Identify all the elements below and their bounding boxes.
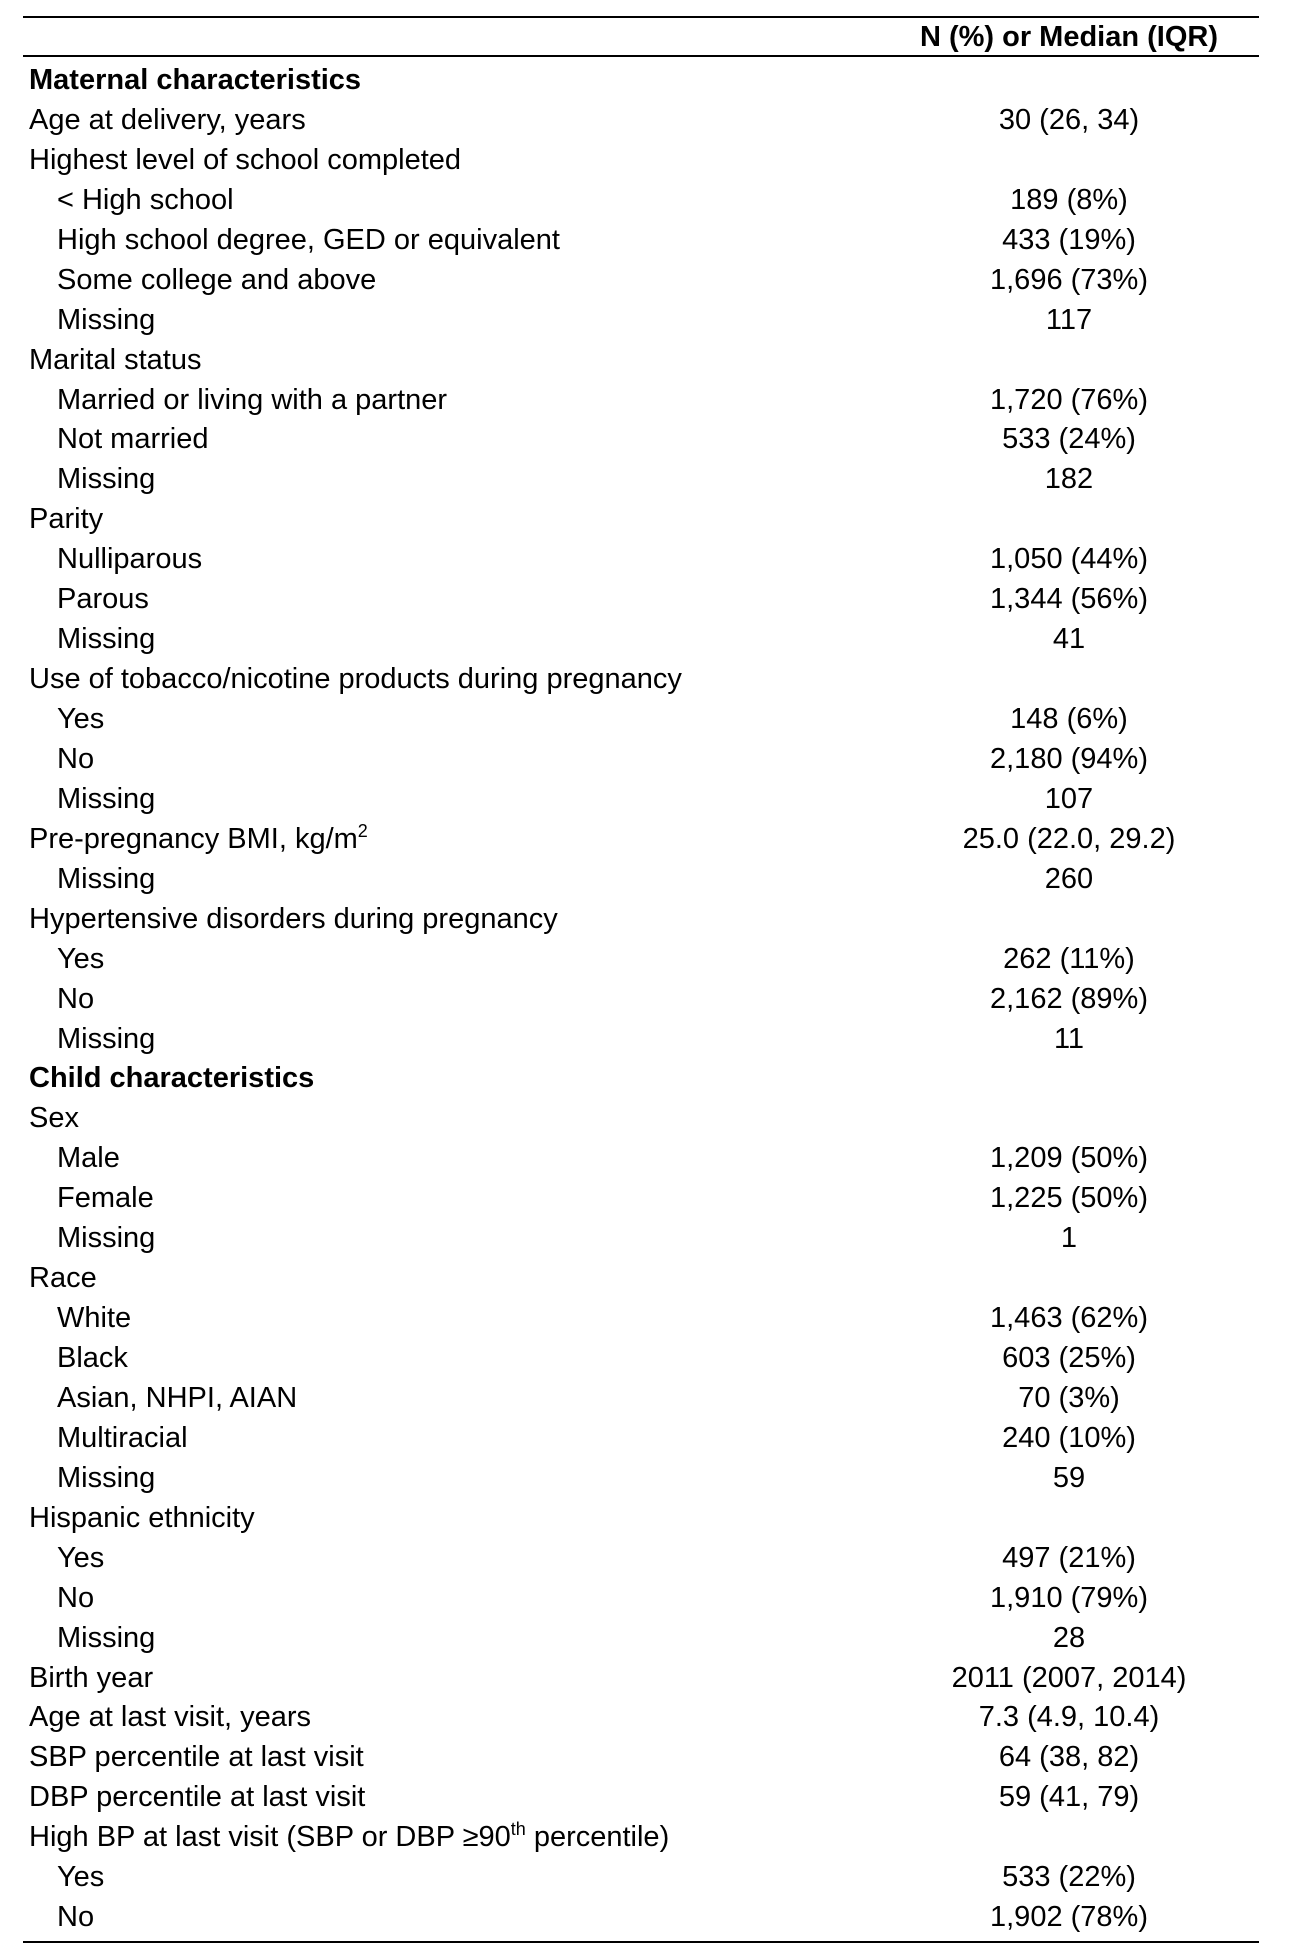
table-row [23,1858,1259,1898]
row-label [57,1898,94,1938]
table-row [23,261,1259,301]
row-value: 1 [1060,1222,1078,1255]
row-label-text: No [57,1901,95,1934]
table-row [23,1139,1259,1179]
row-value: 182 [1044,463,1094,496]
row-label [57,381,447,421]
row-label-text: Female [57,1182,154,1215]
row-label-text: SBP percentile at last visit [29,1741,364,1774]
row-value: 1,463 (62%) [990,1302,1148,1335]
table-row [23,820,1259,860]
row-label [57,1339,128,1379]
row-label [57,460,155,500]
table-row [23,381,1259,421]
row-label-text: No [57,742,95,775]
row-label-text: Nulliparous [57,543,203,576]
table-row [23,1179,1259,1219]
row-label [29,1059,314,1099]
row-label-text: DBP percentile at last visit [29,1781,366,1814]
table-row [23,1219,1259,1259]
row-value: 2011 (2007, 2014) [951,1661,1187,1694]
row-label-text: Yes [57,1541,105,1574]
row-label [29,1259,97,1299]
table-row [23,1499,1259,1539]
row-label-text: Missing [57,1022,156,1055]
row-label [57,1619,155,1659]
row-value: 260 [1044,862,1094,895]
row-label [29,1738,364,1778]
row-label-text: Missing [57,463,156,496]
row-label-superscript: 2 [357,820,368,841]
row-label [57,780,155,820]
row-value: 1,720 (76%) [990,383,1148,416]
row-label-text: No [57,982,95,1015]
row-value: 1,050 (44%) [990,543,1148,576]
table-row [23,660,1259,700]
row-label-text: Married or living with a partner [57,383,448,416]
table-row [23,1818,1259,1858]
row-label-text: Missing [57,303,156,336]
row-label [29,1659,153,1699]
table-row [23,940,1259,980]
row-value: 59 [1052,1461,1086,1494]
row-label-text: Missing [57,862,156,895]
table-row [23,1898,1259,1938]
table-row [23,900,1259,940]
table-row [23,860,1259,900]
row-label [29,101,306,141]
row-label-text: Missing [57,623,156,656]
row-label-text: Hypertensive disorders during pregnancy [29,902,558,935]
table-row [23,1539,1259,1579]
row-label-text: Yes [57,942,105,975]
row-label [57,580,149,620]
row-label-text: White [57,1302,132,1335]
row-label [29,820,368,860]
table-row [23,301,1259,341]
row-label [57,261,376,301]
row-label-text: Age at last visit, years [29,1701,312,1734]
table-row [23,1419,1259,1459]
row-label [57,740,94,780]
table-row [23,1698,1259,1738]
row-label [57,1379,297,1419]
row-label-text: < High school [57,183,234,216]
row-label [57,420,209,460]
table-row [23,1299,1259,1339]
table-row [23,420,1259,460]
row-label-text: Maternal characteristics [29,64,362,96]
row-label-text: Male [57,1142,120,1175]
row-label-text: Birth year [29,1661,154,1694]
row-label [57,1179,154,1219]
table-row [23,740,1259,780]
row-label [29,1778,365,1818]
table-row [23,1099,1259,1139]
table-bottom-rule [23,1941,1259,1943]
table-row [23,700,1259,740]
row-label [57,1459,155,1499]
row-value: 59 (41, 79) [998,1781,1140,1814]
table-row [23,1579,1259,1619]
row-label [29,341,201,381]
row-label [29,1818,669,1858]
row-label [29,900,558,940]
table-top-rule [23,16,1259,18]
row-label-text: Black [57,1342,128,1374]
row-label-text: Hispanic ethnicity [29,1501,255,1534]
row-label-text: Parous [57,583,149,616]
row-label [29,1099,79,1139]
row-label [57,1539,104,1579]
table-row [23,1020,1259,1060]
row-label [57,860,155,900]
row-value: 25.0 (22.0, 29.2) [962,822,1176,855]
row-value: 148 (6%) [1010,703,1128,735]
row-label-text: Marital status [29,343,202,376]
row-value: 1,902 (78%) [990,1901,1148,1934]
table-row [23,1259,1259,1299]
row-value: 1,696 (73%) [990,263,1148,296]
row-value: 2,180 (94%) [990,742,1148,775]
section-header-row [23,61,1259,101]
row-label-text: High school degree, GED or equivalent [57,223,560,256]
row-label-text: Use of tobacco/nicotine products during pregnancy [29,663,682,696]
row-label-suffix: percentile) [525,1821,670,1854]
table-row [23,341,1259,381]
row-value: 64 (38, 82) [998,1741,1140,1774]
row-label-text: Missing [57,1222,156,1255]
table-row [23,500,1259,540]
row-value: 28 [1052,1621,1086,1654]
row-label [57,181,234,221]
row-label [29,61,361,101]
table-row [23,780,1259,820]
row-label-text: Missing [57,1621,156,1654]
row-label-text: Highest level of school completed [29,143,462,176]
table-row [23,460,1259,500]
row-value: 603 (25%) [1002,1342,1136,1374]
table-row [23,221,1259,261]
row-label-text: Multiracial [57,1421,188,1454]
table-header-rule [23,55,1259,57]
row-label-superscript: th [510,1819,526,1840]
row-label-text: Sex [29,1102,79,1135]
table-row [23,1738,1259,1778]
row-label-text: Missing [57,782,156,815]
row-label [57,940,104,980]
row-label [57,1020,155,1060]
row-label [29,1499,255,1539]
row-value: 117 [1045,303,1093,336]
row-label [57,1858,104,1898]
table-row [23,540,1259,580]
row-value: 2,162 (89%) [990,982,1148,1015]
row-value: 1,344 (56%) [990,583,1148,616]
row-value: 433 (19%) [1002,223,1136,256]
row-label-text: High BP at last visit (SBP or DBP ≥90 [29,1821,511,1854]
table-row [23,1619,1259,1659]
row-value: 533 (22%) [1002,1861,1136,1894]
row-label-text: Pre-pregnancy BMI, kg/m [29,822,358,855]
row-label-text: Race [29,1262,97,1295]
table-row [23,1659,1259,1699]
table-row [23,580,1259,620]
row-label-text: Missing [57,1461,156,1494]
row-label-text: Age at delivery, years [29,103,306,136]
row-label-text: Some college and above [57,263,377,296]
table-row [23,1778,1259,1818]
row-label [57,620,155,660]
row-label [57,700,104,740]
row-label [29,660,682,700]
row-value: 262 (11%) [1003,942,1135,975]
row-label-text: Yes [57,1861,105,1894]
row-label-text: Parity [29,503,104,536]
row-label [29,500,103,540]
row-label [57,1219,155,1259]
row-label [57,1579,94,1619]
row-label [29,1698,311,1738]
table-row [23,1379,1259,1419]
row-label [57,980,94,1020]
table-body [23,61,1259,1938]
row-value: 30 (26, 34) [998,103,1140,136]
row-label [57,540,202,580]
row-label-text: Yes [57,703,105,735]
row-value: 1,225 (50%) [990,1182,1148,1215]
row-value: 107 [1044,782,1094,815]
table-row [23,101,1259,141]
table-row [23,620,1259,660]
row-label [57,1139,120,1179]
section-header-row [23,1059,1259,1099]
row-label-text: Asian, NHPI, AIAN [57,1381,298,1414]
row-value: 497 (21%) [1002,1541,1136,1574]
table-row [23,1339,1259,1379]
row-label [57,1299,131,1339]
row-label-text: Not married [57,423,209,456]
row-value: 533 (24%) [1002,423,1136,456]
row-label [57,301,155,341]
row-label-text: Child characteristics [29,1062,315,1095]
row-label [57,1419,188,1459]
row-value: 70 (3%) [1018,1381,1120,1414]
row-label [57,221,560,261]
row-value: 1,910 (79%) [990,1581,1148,1614]
row-value: 41 [1052,623,1086,656]
table-row [23,141,1259,181]
row-value: 189 (8%) [1010,183,1128,216]
row-value: 240 (10%) [1002,1421,1136,1454]
row-value: 11 [1053,1022,1085,1055]
value-column-header: N (%) or Median (IQR) [919,21,1219,53]
row-label-text: No [57,1581,95,1614]
table-row [23,181,1259,221]
table-row [23,1459,1259,1499]
row-value: 7.3 (4.9, 10.4) [978,1701,1160,1734]
row-label [29,141,461,181]
row-value: 1,209 (50%) [990,1142,1148,1175]
table-row [23,980,1259,1020]
